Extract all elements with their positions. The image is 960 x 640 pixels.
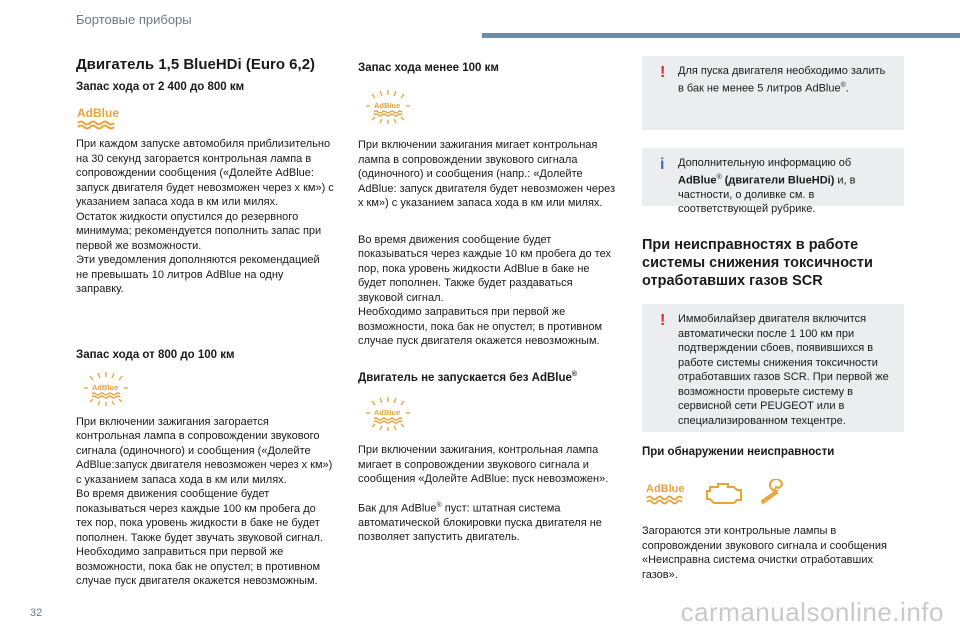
- adblue-icon: [646, 480, 692, 506]
- column-2: [358, 56, 620, 545]
- adblue-icon-label: AdBlue: [646, 483, 685, 495]
- fault-lamps: [642, 462, 904, 524]
- range-2400-800-heading: Запас хода от 2 400 до 800 км: [76, 81, 245, 93]
- fault-text: Загораются эти контрольные лампы в сопровождении звукового сигнала и сообщения «Неисправна система очистки отработавших газов».: [642, 525, 887, 581]
- info-note-adblue: i Дополнительную информацию об AdBlue® (двигатели BlueHDi) и, в частности, о доливке см. в соответствующей рубрике.: [642, 148, 904, 206]
- adblue-lamp-flashing: [76, 365, 334, 415]
- range-800-100-heading: Запас хода от 800 до 100 км: [76, 348, 235, 361]
- tank-empty-text: Бак для AdBlue® пуст: штатная система автоматической блокировки пуска двигателя не позволяет запустить двигатель.: [358, 501, 602, 544]
- adblue-icon: [76, 104, 132, 130]
- warning-icon: !: [660, 312, 666, 329]
- adblue-icon-label: AdBlue: [374, 408, 401, 418]
- warning-icon: !: [660, 64, 666, 81]
- adblue-lamp-flashing: [358, 78, 620, 138]
- column-3: [642, 56, 904, 582]
- range-under-100-driving-text: Во время движения сообщение будет показываться через каждые 10 км пробега до тех пор, пока уровень жидкости AdBlue в баке не будет пополнен. Также будет раздаваться звуковой сигнал. Необходимо заправиться при первой же возможности, пока бак не опустел; в противном случае пуск двигателя окажется невозможным.: [358, 233, 611, 347]
- scr-section-title: При неисправностях в работе системы снижения токсичности отработавших газов SCR: [642, 237, 873, 289]
- column-1: [76, 56, 334, 589]
- page-number: 32: [30, 607, 43, 619]
- section-title: Бортовые приборы: [76, 12, 192, 27]
- warning-note-refill: ! Для пуска двигателя необходимо залить в бак не менее 5 литров AdBlue®.: [642, 56, 904, 130]
- wrench-icon: [758, 479, 794, 507]
- page-header: [0, 0, 960, 40]
- header-bar: [482, 33, 960, 38]
- range-under-100-heading: Запас хода менее 100 км: [358, 62, 499, 74]
- info-icon: i: [660, 156, 665, 173]
- range-under-100-text: При включении зажигания мигает контрольная лампа в сопровождении звукового сигнала (одиночного) и сообщения (напр.: «Долейте AdBlue: запуск двигателя будет невозможен через х км») с указанием запаса хода в км или милях.: [358, 139, 616, 209]
- engine-title: Двигатель 1,5 BlueHDi (Euro 6,2): [76, 56, 316, 73]
- fault-heading: При обнаружении неисправности: [642, 446, 835, 458]
- adblue-icon-label: AdBlue: [374, 101, 401, 110]
- engine-icon: [704, 479, 746, 507]
- adblue-lamp: [76, 97, 334, 137]
- adblue-icon-label: AdBlue: [77, 106, 119, 120]
- adblue-flashing-icon: [358, 88, 418, 128]
- adblue-icon-label: AdBlue: [92, 382, 119, 392]
- warning-note-immobilizer: ! Иммобилайзер двигателя включится автоматически после 1 100 км при подтверждении сбоев, появившихся в работе системы снижения токсичности отработавших газов SCR. При первой же возможности проверьте систему в сервисной сети PEUGEOT или в специализированном техцентре.: [642, 304, 904, 432]
- no-start-heading: Двигатель не запускается без AdBlue®: [358, 370, 578, 384]
- adblue-flashing-icon: [358, 395, 418, 435]
- adblue-lamp-flashing: [358, 387, 620, 443]
- range-800-100-text: При включении зажигания загорается контрольная лампа в сопровождении звукового сигнала (одиночного) и сообщения («Долейте AdBlue:запуск двигателя невозможен через х км») с указанием запаса хода в км или милях. Во время движения сообщение будет показываться через каждые 100 км пробега до тех пор, пока уровень жидкости в баке не будет пополнен. Также будет звучать звуковой сигнал. Необходимо заправиться при первой же возможности, пока бак не опустел; в противном случае пуск двигателя окажется невозможным.: [76, 415, 333, 587]
- adblue-flashing-icon: [76, 370, 136, 410]
- watermark: carmanualsonline.info: [680, 597, 944, 627]
- range-2400-800-text: При каждом запуске автомобиля приблизительно на 30 секунд загорается контрольная лампа в сопровождении сообщения («Долейте AdBlue: запуск двигателя будет невозможен через х км») с указанием запаса хода в км или милях. Остаток жидкости опустился до резервного минимума; рекомендуется пополнить запас при первой же возможности. Эти уведомления дополняются рекомендацией не превышать 10 литров AdBlue на одну заправку.: [76, 138, 334, 295]
- no-start-text: При включении зажигания, контрольная лампа мигает в сопровождении звукового сигнала и сообщения «Долейте AdBlue: пуск невозможен».: [358, 444, 609, 486]
